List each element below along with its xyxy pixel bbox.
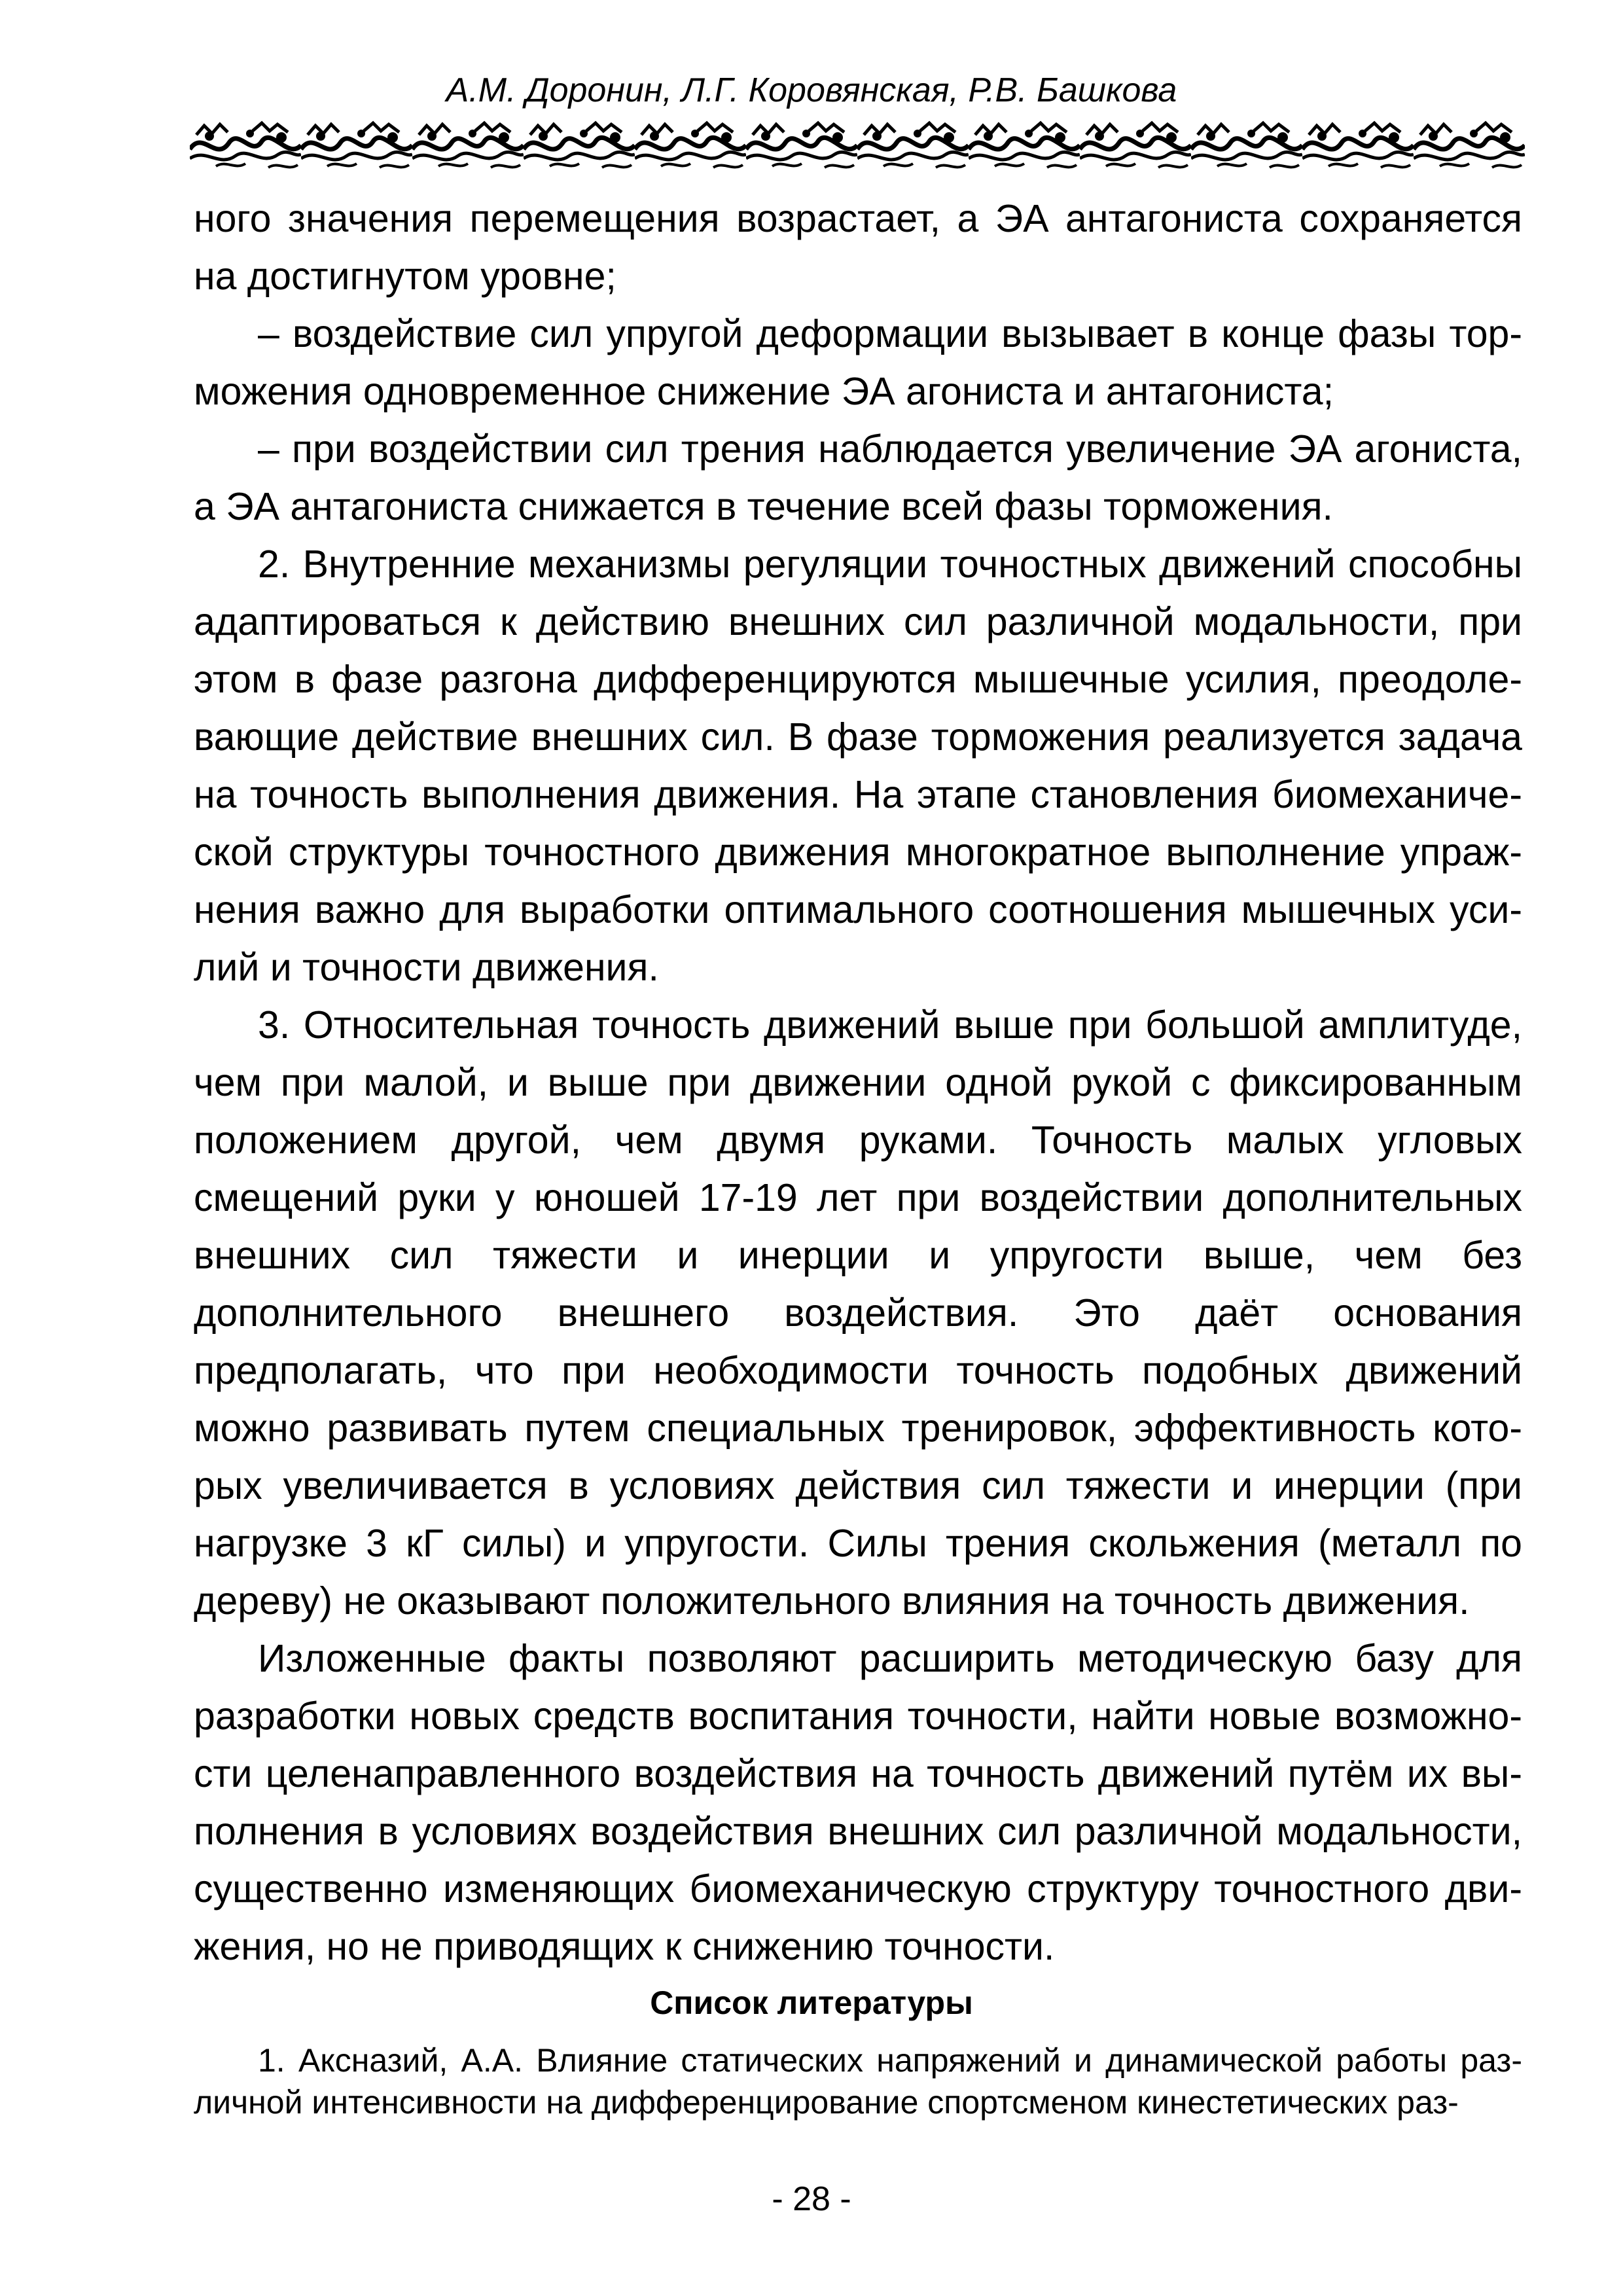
- running-header-authors: А.М. Доронин, Л.Г. Коровянская, Р.В. Башкова: [446, 71, 1177, 109]
- paragraph-friction-forces: – при воздействии сил трения наблюдается увеличение ЭА агониста, а ЭА антагониста снижается в течение всей фазы торможения.: [194, 427, 1522, 528]
- reference-item: 1. Аксназий, А.А. Влияние статических напряжений и динамической работы различной интенсивности на дифференцирование спортсменом кинестетических раз-: [194, 2042, 1522, 2121]
- paragraph-continuation: ного значения перемещения возрастает, а ЭА антагониста сохраняется на достигнутом уровне;: [194, 197, 1522, 298]
- paragraph-summary: Изложенные факты позволяют расширить методическую базу для разработки новых средств воспитания точности, найти новые возможности целенаправленного воздействия на точность движений путём их выполнения в условиях воздействия внешних сил различной модальности, существенно изменяющих биомеханическую структуру точностного движения, но не приводящих к снижению точности.: [194, 1637, 1522, 1968]
- references-title: Список литературы: [650, 1984, 973, 2021]
- paragraph-conclusion-3: 3. Относительная точность движений выше при большой амплитуде, чем при малой, и выше при движении одной рукой с фиксированным положением другой, чем двумя руками. Точность малых угловых смещений руки у юношей 17-19 лет при воздействии дополнительных внешних сил тяжести и инерции и упругости выше, чем без дополнительного внешнего воздействия. Это даёт основания предполагать, что при необходимости точность подобных движений можно развивать путем специальных тренировок, эффективность которых увеличивается в условиях действия сил тяжести и инерции (при нагрузке 3 кГ силы) и упругости. Силы трения скольжения (металл по дереву) не оказывают положительного влияния на точность движения.: [194, 1003, 1522, 1623]
- page-number: - 28 -: [772, 2180, 851, 2218]
- main-text: [194, 190, 1522, 1975]
- paragraph-elastic-deformation: – воздействие сил упругой деформации вызывает в конце фазы торможения одновременное снижение ЭА агониста и антагониста;: [194, 312, 1522, 413]
- decorative-ornament-divider: [190, 117, 1525, 173]
- references-list: [194, 2039, 1522, 2123]
- paragraph-conclusion-2: 2. Внутренние механизмы регуляции точностных движений способны адаптироваться к действию внешних сил различной модальности, при этом в фазе разгона дифференцируются мышечные усилия, преодолевающие действие внешних сил. В фазе торможения реализуется задача на точность выполнения движения. На этапе становления биомеханической структуры точностного движения многократное выполнение упражнения важно для выработки оптимального соотношения мышечных усилий и точности движения.: [194, 543, 1522, 989]
